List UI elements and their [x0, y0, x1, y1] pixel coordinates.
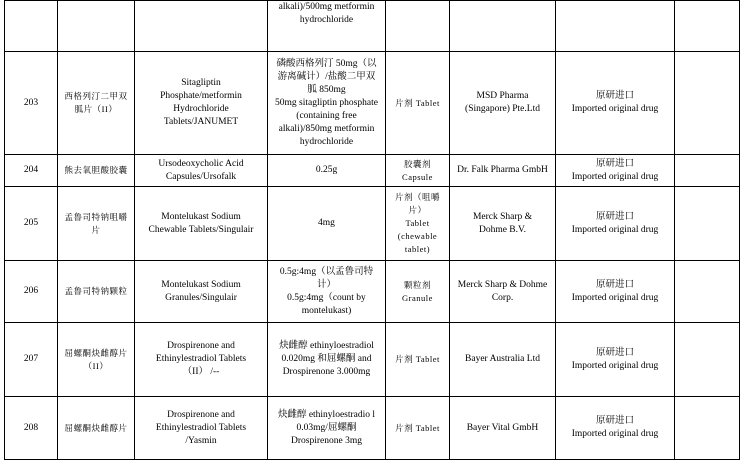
table-row: [5, 52, 740, 155]
serial-number-cell: 205: [5, 187, 58, 261]
company-cell: MSD Pharma (Singapore) Pte.Ltd: [450, 52, 556, 155]
serial-number-cell: 204: [5, 155, 58, 187]
english-name-cell: Montelukast Sodium Chewable Tablets/Singulair: [135, 187, 268, 261]
specification-cell: 0.25g: [268, 155, 386, 187]
company-cell: Merck Sharp & Dohme Corp.: [450, 261, 556, 323]
serial-number-cell: 208: [5, 397, 58, 460]
chinese-name-cell: [58, 1, 135, 52]
specification-cell: 4mg: [268, 187, 386, 261]
empty-cell: [675, 187, 740, 261]
empty-cell: [675, 397, 740, 460]
dosage-form-cell: 片剂 Tablet: [386, 323, 450, 397]
company-cell: Bayer Vital GmbH: [450, 397, 556, 460]
drug-table-container: [4, 0, 740, 460]
table-row: [5, 261, 740, 323]
specification-cell: 磷酸西格列汀 50mg（以 游离碱计）/盐酸二甲双 胍 850mg 50mg sitagliptin phosphate (containing free alkali)/850mg metformin hydrochloride: [268, 52, 386, 155]
english-name-cell: [135, 1, 268, 52]
empty-cell: [675, 52, 740, 155]
chinese-name-cell: 熊去氧胆酸胶囊: [58, 155, 135, 187]
company-cell: [450, 1, 556, 52]
table-row: [5, 397, 740, 460]
table-row: [5, 155, 740, 187]
drug-list-table: [4, 0, 740, 460]
chinese-name-cell: 屈螺酮炔雌醇片: [58, 397, 135, 460]
english-name-cell: Ursodeoxycholic Acid Capsules/Ursofalk: [135, 155, 268, 187]
specification-cell: alkali)/500mg metformin hydrochloride: [268, 1, 386, 52]
remark-cell: 原研进口 Imported original drug: [556, 261, 675, 323]
specification-cell: 炔雌醇 ethinyloestradio l 0.03mg/屈螺酮 Drospirenone 3mg: [268, 397, 386, 460]
english-name-cell: Sitagliptin Phosphate/metformin Hydrochloride Tablets/JANUMET: [135, 52, 268, 155]
chinese-name-cell: 孟鲁司特钠咀嚼 片: [58, 187, 135, 261]
remark-cell: 原研进口 Imported original drug: [556, 323, 675, 397]
table-row: [5, 323, 740, 397]
serial-number-cell: 207: [5, 323, 58, 397]
remark-cell: 原研进口 Imported original drug: [556, 397, 675, 460]
english-name-cell: Drospirenone and Ethinylestradiol Tablets （II） /--: [135, 323, 268, 397]
dosage-form-cell: [386, 1, 450, 52]
chinese-name-cell: 屈螺酮炔雌醇片 （II）: [58, 323, 135, 397]
table-row: [5, 1, 740, 52]
empty-cell: [675, 323, 740, 397]
chinese-name-cell: 孟鲁司特钠颗粒: [58, 261, 135, 323]
company-cell: Dr. Falk Pharma GmbH: [450, 155, 556, 187]
remark-cell: 原研进口 Imported original drug: [556, 52, 675, 155]
table-row: [5, 187, 740, 261]
remark-cell: 原研进口 Imported original drug: [556, 155, 675, 187]
company-cell: Bayer Australia Ltd: [450, 323, 556, 397]
serial-number-cell: 206: [5, 261, 58, 323]
english-name-cell: Montelukast Sodium Granules/Singulair: [135, 261, 268, 323]
drug-table-body: [5, 1, 740, 460]
specification-cell: 0.5g:4mg（以孟鲁司特计） 0.5g:4mg（count by montelukast): [268, 261, 386, 323]
english-name-cell: Drospirenone and Ethinylestradiol Tablets /Yasmin: [135, 397, 268, 460]
empty-cell: [675, 155, 740, 187]
empty-cell: [675, 261, 740, 323]
dosage-form-cell: 胶囊剂 Capsule: [386, 155, 450, 187]
remark-cell: 原研进口 Imported original drug: [556, 187, 675, 261]
empty-cell: [675, 1, 740, 52]
specification-cell: 炔雌醇 ethinyloestradiol 0.020mg 和屈螺酮 and Drospirenone 3.000mg: [268, 323, 386, 397]
dosage-form-cell: 片剂 Tablet: [386, 52, 450, 155]
chinese-name-cell: 西格列汀二甲双 胍片（II）: [58, 52, 135, 155]
dosage-form-cell: 片剂 Tablet: [386, 397, 450, 460]
serial-number-cell: 203: [5, 52, 58, 155]
dosage-form-cell: 片剂（咀嚼 片） Tablet (chewable tablet): [386, 187, 450, 261]
dosage-form-cell: 颗粒剂 Granule: [386, 261, 450, 323]
company-cell: Merck Sharp & Dohme B.V.: [450, 187, 556, 261]
remark-cell: [556, 1, 675, 52]
serial-number-cell: [5, 1, 58, 52]
